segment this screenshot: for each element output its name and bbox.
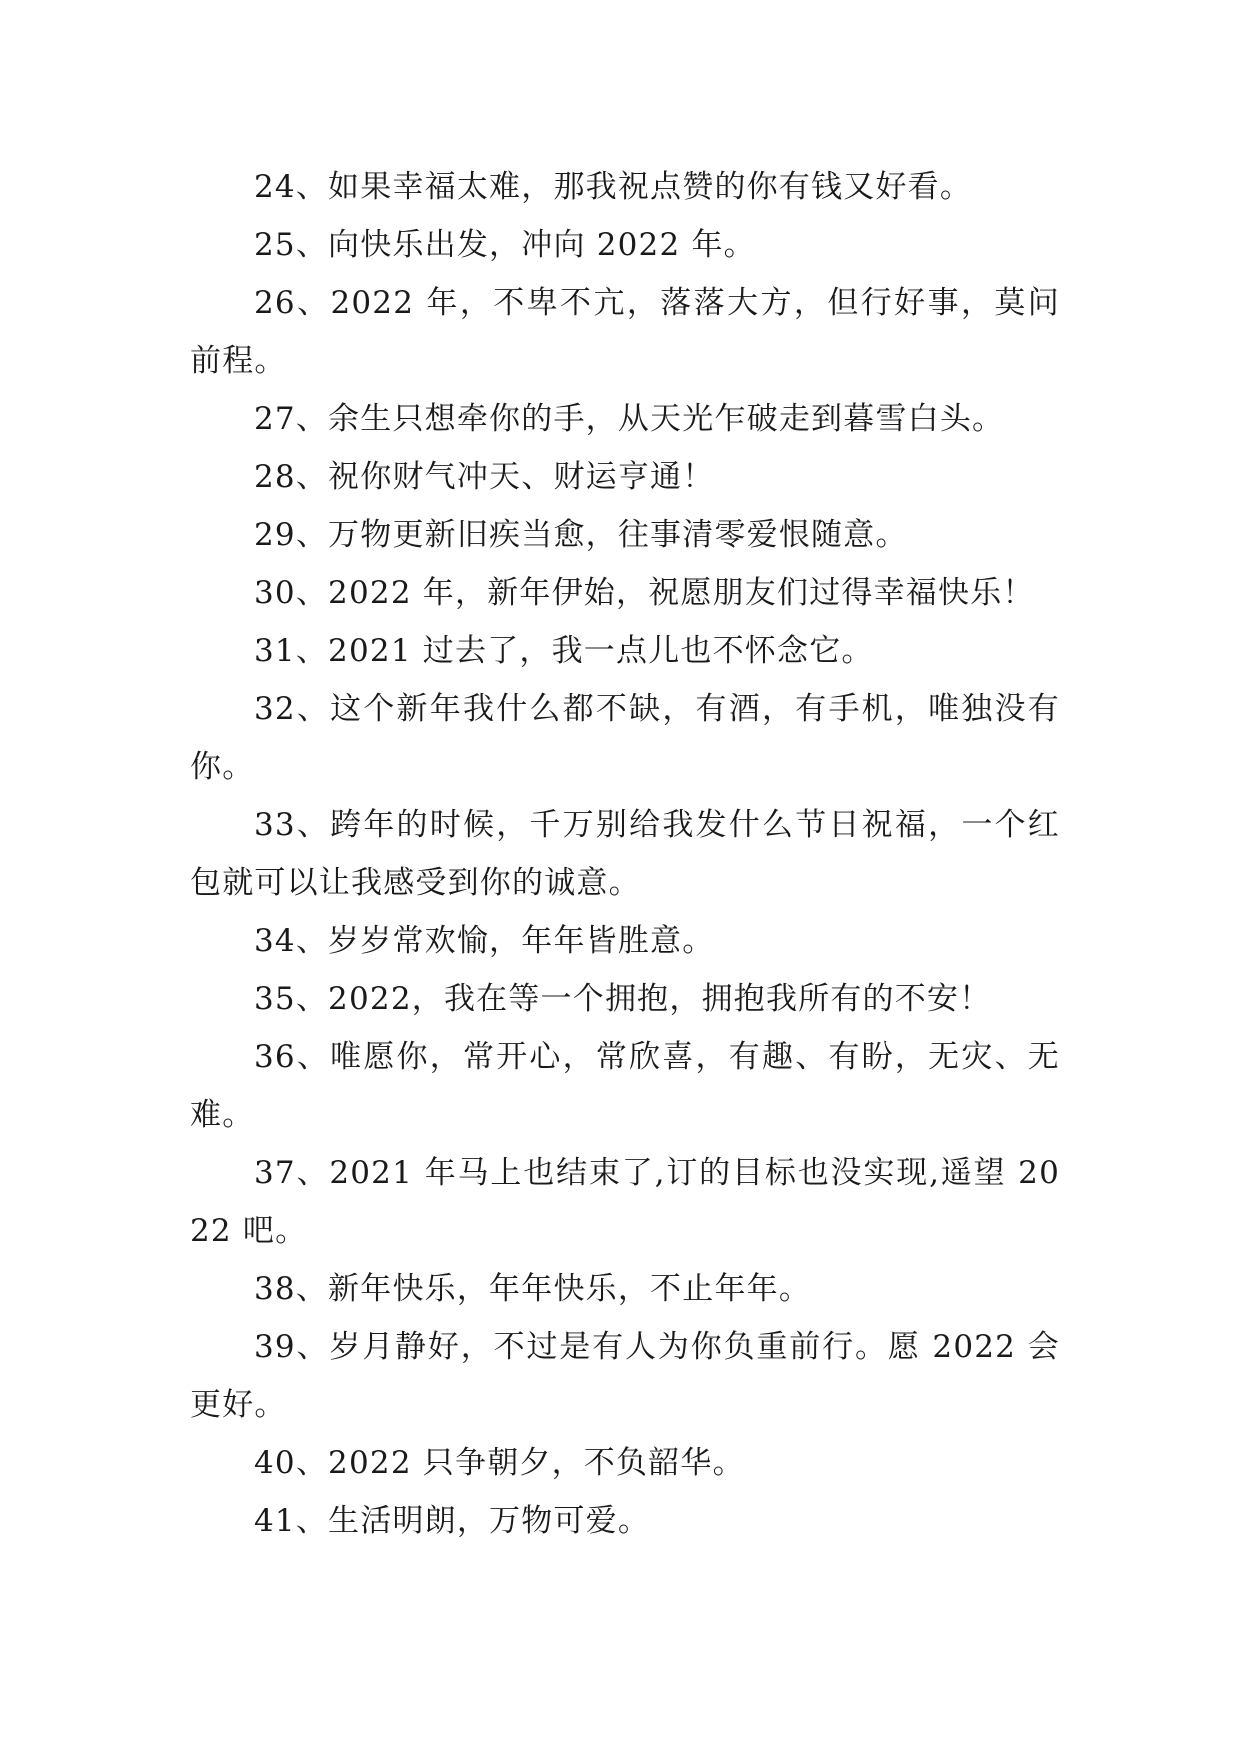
paragraph-27: 27、余生只想牵你的手，从天光乍破走到暮雪白头。 bbox=[254, 401, 1005, 437]
document-body bbox=[190, 158, 1060, 1550]
paragraph-32: 32、这个新年我什么都不缺，有酒，有手机，唯独没有你。 bbox=[190, 691, 1060, 785]
paragraph-24: 24、如果幸福太难，那我祝点赞的你有钱又好看。 bbox=[254, 169, 973, 205]
paragraph-36: 36、唯愿你，常开心，常欣喜，有趣、有盼，无灾、无难。 bbox=[190, 1039, 1060, 1133]
paragraph-35: 35、2022，我在等一个拥抱，拥抱我所有的不安！ bbox=[254, 981, 992, 1017]
paragraph-37: 37、2021 年马上也结束了,订的目标也没实现,遥望 2022 吧。 bbox=[190, 1155, 1060, 1249]
paragraph-34: 34、岁岁常欢愉，年年皆胜意。 bbox=[254, 923, 715, 959]
paragraph-25: 25、向快乐出发，冲向 2022 年。 bbox=[254, 227, 756, 263]
paragraph-26: 26、2022 年，不卑不亢，落落大方，但行好事，莫问前程。 bbox=[190, 285, 1060, 379]
paragraph-31: 31、2021 过去了，我一点儿也不怀念它。 bbox=[254, 633, 874, 669]
paragraph-28: 28、祝你财气冲天、财运亨通！ bbox=[254, 459, 715, 495]
paragraph-29: 29、万物更新旧疾当愈，往事清零爱恨随意。 bbox=[254, 517, 908, 553]
paragraph-41: 41、生活明朗，万物可爱。 bbox=[254, 1503, 651, 1539]
paragraph-39: 39、岁月静好，不过是有人为你负重前行。愿 2022 会更好。 bbox=[190, 1329, 1060, 1423]
paragraph-40: 40、2022 只争朝夕，不负韶华。 bbox=[254, 1445, 745, 1481]
paragraph-30: 30、2022 年，新年伊始，祝愿朋友们过得幸福快乐！ bbox=[254, 575, 1035, 611]
paragraph-33: 33、跨年的时候，千万别给我发什么节日祝福，一个红包就可以让我感受到你的诚意。 bbox=[190, 807, 1060, 901]
paragraph-38: 38、新年快乐，年年快乐，不止年年。 bbox=[254, 1271, 812, 1307]
